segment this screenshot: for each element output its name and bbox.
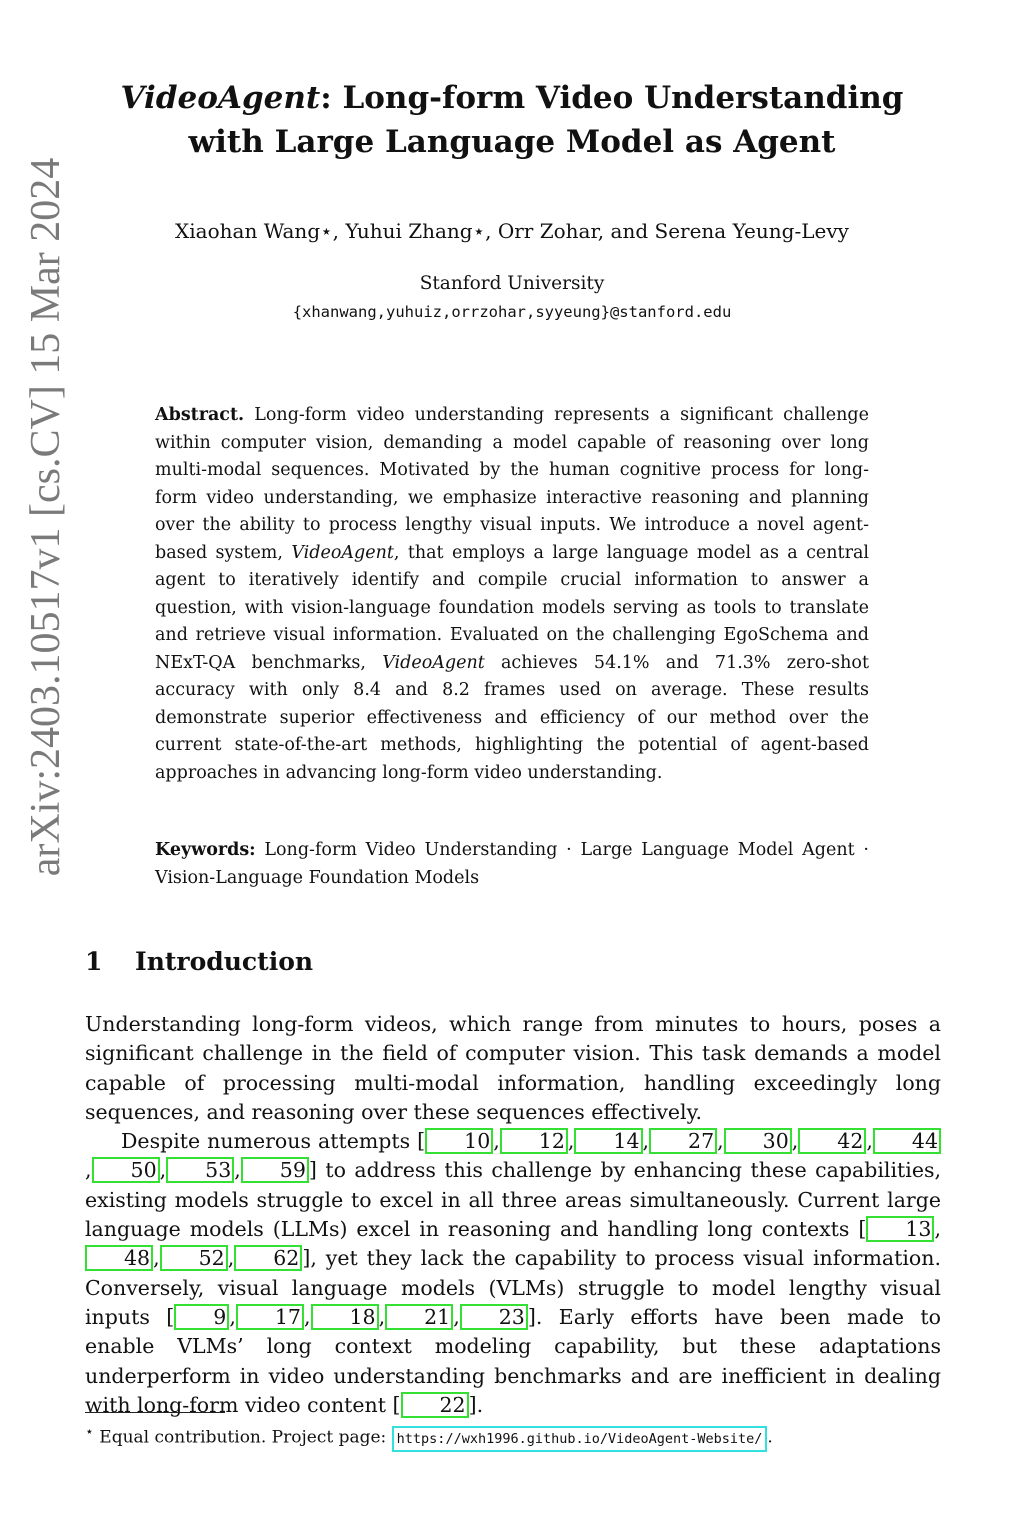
citation-link[interactable]: 9 (174, 1304, 229, 1330)
abstract-label: Abstract. (155, 405, 245, 425)
footnote (85, 1418, 941, 1452)
abstract-text-1: Long-form video understanding represents a significant challenge within computer vision, demanding a model capable of reasoning over long multi-modal sequences. Motivated by the human cognitive process for long-form video understanding, we emphasize interactive reasoning and planning over the ability to process lengthy visual inputs. We introduce a novel agent-based system, (155, 405, 869, 563)
citation-link[interactable]: 18 (311, 1304, 379, 1330)
citation-link[interactable]: 12 (500, 1128, 568, 1154)
footnote-text: Equal contribution. Project page: (93, 1427, 392, 1448)
citation-link[interactable]: 21 (385, 1304, 453, 1330)
intro-text-d: ]. Early efforts have been made to enable VLMs’ long context modeling capability, but these adaptations underperform in video understanding benchmarks and are inefficient in dealing with long-form video content [ (85, 1304, 941, 1417)
abstract-system-name-2: VideoAgent (382, 652, 485, 673)
abstract-system-name: VideoAgent (291, 542, 394, 563)
intro-paragraph-1: Understanding long-form videos, which range from minutes to hours, poses a significant challenge in the field of computer vision. This task demands a model capable of processing multi-modal information, handling exceedingly long sequences, and reasoning over these sequences effectively. (85, 1012, 941, 1124)
citation-link[interactable]: 17 (236, 1304, 304, 1330)
citation-link[interactable]: 22 (401, 1392, 469, 1418)
citation-link[interactable]: 13 (866, 1216, 934, 1242)
abstract-text-2: , that employs a large language model as a central agent to iteratively identify and compile crucial information to answer a question, with vision-language foundation models serving as tools to translate and retrieve visual information. Evaluated on the challenging EgoSchema and NExT-QA benchmarks, (155, 542, 869, 673)
citation-group-2: 13 ,48 , 52 , 62 (85, 1217, 941, 1270)
section-title: Introduction (135, 947, 314, 976)
citation-link[interactable]: 53 (166, 1157, 234, 1183)
keywords (155, 837, 869, 892)
citation-group-1: 10 , 12 , 14 , 27 , 30 , 42 , 44, 50 , 53 , 59 (85, 1129, 941, 1182)
abstract (155, 402, 869, 787)
title-line2: with Large Language Model as Agent (188, 124, 836, 160)
intro-text-b: ] to address this challenge by enhancing these capabilities, existing models struggle to excel in all three areas simultaneously. Current large language models (LLMs) excel in reasoning and handling long contexts [ (85, 1158, 941, 1242)
citation-link[interactable]: 52 (160, 1245, 228, 1271)
citation-group-3: 9 , 17 , 18 , 21 , 23 (174, 1305, 528, 1329)
title-line1-rest: : Long-form Video Understanding (320, 80, 904, 116)
citation-link[interactable]: 62 (234, 1245, 302, 1271)
section-number: 1 (85, 947, 103, 976)
title-system-name: VideoAgent (120, 80, 321, 116)
keywords-text: Long-form Video Understanding · Large Language Model Agent · Vision-Language Foundation Models (155, 840, 869, 888)
citation-link[interactable]: 50 (92, 1157, 160, 1183)
citation-link[interactable]: 23 (460, 1304, 528, 1330)
citation-link[interactable]: 44 (873, 1128, 941, 1154)
author-emails[interactable]: {xhanwang,yuhuiz,orrzohar,syyeung}@stanford.edu (292, 303, 732, 321)
project-page-link[interactable]: https://wxh1996.github.io/VideoAgent-Website/ (392, 1426, 768, 1452)
paper-title (110, 76, 914, 164)
affiliation: Stanford University (419, 273, 605, 294)
intro-text-c: ], yet they lack the capability to process visual information. Conversely, visual language models (VLMs) struggle to model lengthy visual inputs [ (85, 1246, 941, 1329)
intro-paragraph-2 (85, 1127, 941, 1420)
footnote-end: . (767, 1427, 773, 1448)
citation-link[interactable]: 42 (798, 1128, 866, 1154)
author-list: Xiaohan Wang⋆, Yuhui Zhang⋆, Orr Zohar, and Serena Yeung-Levy (175, 219, 849, 243)
citation-link[interactable]: 48 (85, 1245, 153, 1271)
intro-text-e: ]. (468, 1392, 484, 1417)
citation-link[interactable]: 27 (649, 1128, 717, 1154)
introduction-body (85, 1010, 941, 1420)
intro-text-a: Despite numerous attempts [ (121, 1129, 426, 1154)
citation-link[interactable]: 59 (241, 1157, 309, 1183)
section-heading-introduction (85, 942, 313, 982)
arxiv-sidebar-stamp: arXiv:2403.10517v1 [cs.CV] 15 Mar 2024 (23, 157, 69, 877)
citation-link[interactable]: 10 (425, 1128, 493, 1154)
keywords-label: Keywords: (155, 840, 256, 860)
citation-link[interactable]: 30 (724, 1128, 792, 1154)
footnote-mark: ⋆ (85, 1424, 94, 1440)
footnote-rule (85, 1412, 225, 1413)
citation-link[interactable]: 14 (574, 1128, 642, 1154)
abstract-text-3: achieves 54.1% and 71.3% zero-shot accuracy with only 8.4 and 8.2 frames used on average. These results demonstrate superior effectiveness and efficiency of our method over the current state-of-the-art methods, highlighting the potential of agent-based approaches in advancing long-form video understanding. (155, 652, 869, 783)
